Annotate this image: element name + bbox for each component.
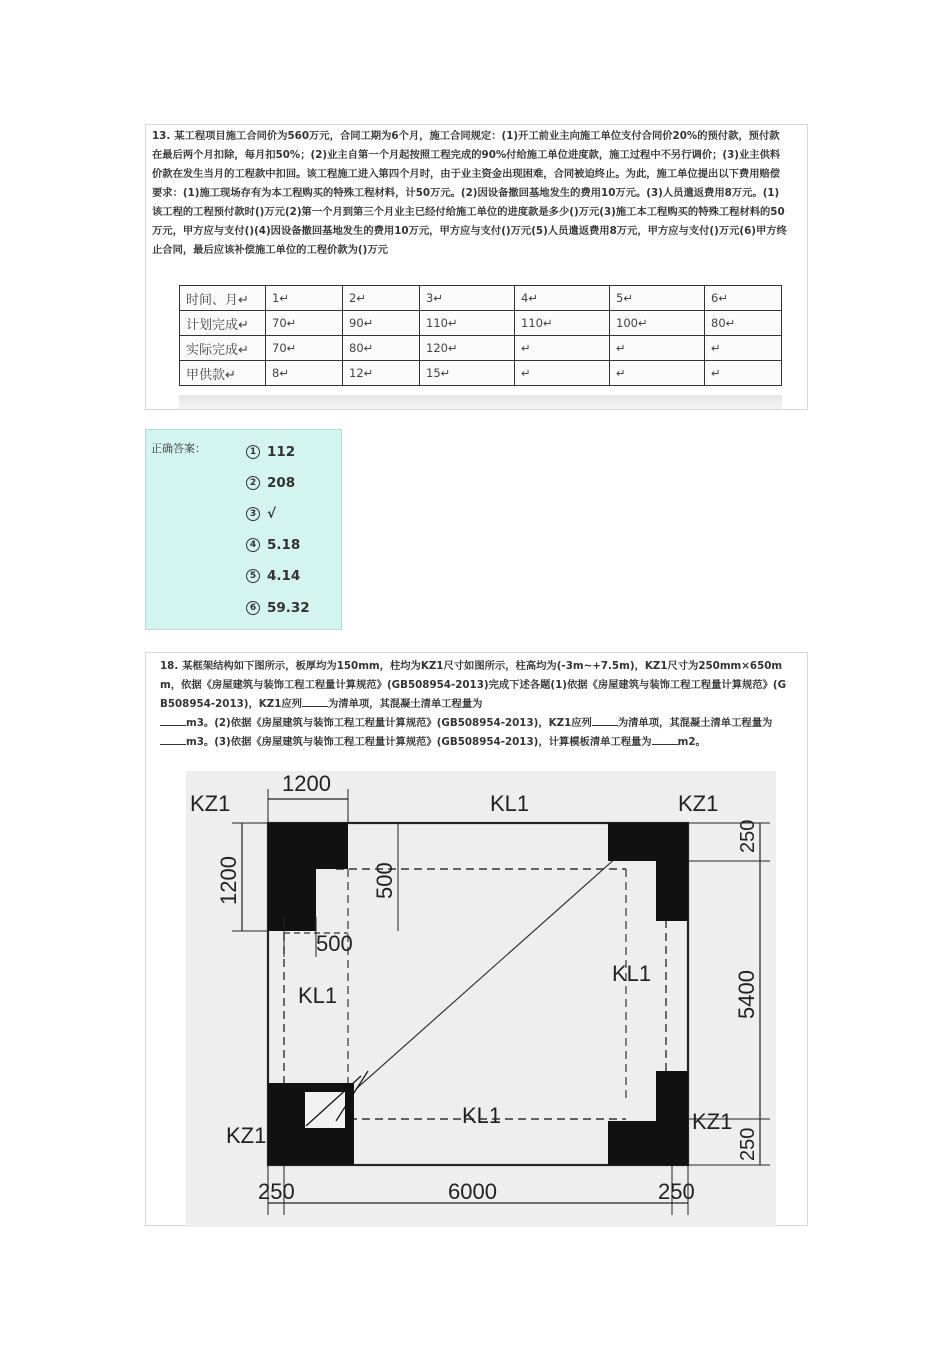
question-18-text bbox=[160, 657, 790, 752]
slab-diagonal bbox=[356, 833, 644, 1089]
dim-1200-left: 1200 bbox=[216, 856, 241, 905]
dim-250-bottom-left: 250 bbox=[258, 1179, 295, 1204]
dim-500-horizontal: 500 bbox=[316, 931, 353, 956]
table-cell: ↵ bbox=[705, 336, 782, 361]
question-13-card bbox=[145, 124, 808, 410]
table-cell: 90↵ bbox=[343, 311, 420, 336]
table-cell: ↵ bbox=[610, 361, 705, 386]
label-kl1-bottom: KL1 bbox=[462, 1103, 502, 1128]
question-body-a: 某框架结构如下图所示，板厚均为150mm，柱均为KZ1尺寸如图所示，柱高均为(-3m~+7.5m)，KZ1尺寸为250mm×650mm，依据《房屋建筑与装饰工程工程量计算规范》(GB508954-2013)完成下述各题(1)依据《房屋建筑与装饰工程工程量计算规范》(GB508954-2013)，KZ1应列 bbox=[160, 660, 787, 710]
circled-number-icon: 6 bbox=[246, 601, 260, 615]
answer-value: 112 bbox=[267, 443, 296, 460]
table-cell: 1↵ bbox=[266, 286, 343, 311]
table-cell: 6↵ bbox=[705, 286, 782, 311]
table-cell: 100↵ bbox=[610, 311, 705, 336]
label-kz1-top-left: KZ1 bbox=[190, 791, 231, 816]
column-kz1-top-right bbox=[608, 823, 688, 921]
answer-value: √ bbox=[267, 505, 277, 522]
frame-plan-drawing bbox=[186, 771, 776, 1227]
column-opening bbox=[304, 1091, 346, 1129]
answer-blank[interactable] bbox=[302, 696, 328, 707]
label-kl1-top: KL1 bbox=[490, 791, 530, 816]
label-kz1-bottom-left: KZ1 bbox=[226, 1123, 267, 1148]
table-cell: 110↵ bbox=[420, 311, 515, 336]
table-scan-shadow bbox=[179, 395, 782, 409]
answer-blank[interactable] bbox=[652, 734, 678, 745]
answer-value: 208 bbox=[267, 474, 296, 491]
circled-number-icon: 5 bbox=[246, 569, 260, 583]
dim-500-vertical: 500 bbox=[372, 862, 397, 899]
answer-value: 59.32 bbox=[267, 599, 310, 616]
label-kz1-bottom-right: KZ1 bbox=[692, 1109, 733, 1134]
table-cell: 110↵ bbox=[515, 311, 610, 336]
table-cell: 5↵ bbox=[610, 286, 705, 311]
question-body-f: m2。 bbox=[677, 736, 706, 748]
question-body-b: 为清单项，其混凝土清单工程量为 bbox=[327, 698, 483, 710]
schedule-table bbox=[179, 285, 782, 386]
answer-value: 4.14 bbox=[267, 568, 301, 585]
answer-item bbox=[246, 498, 310, 529]
label-kl1-left: KL1 bbox=[298, 983, 338, 1008]
table-cell: 3↵ bbox=[420, 286, 515, 311]
table-cell: 15↵ bbox=[420, 361, 515, 386]
table-cell: 80↵ bbox=[705, 311, 782, 336]
label-kl1-right: KL1 bbox=[612, 961, 652, 986]
answer-label: 正确答案： bbox=[151, 442, 206, 455]
table-row bbox=[180, 361, 782, 386]
table-cell: 70↵ bbox=[266, 311, 343, 336]
table-cell: ↵ bbox=[705, 361, 782, 386]
table-cell: 120↵ bbox=[420, 336, 515, 361]
table-cell: ↵ bbox=[610, 336, 705, 361]
table-cell: 8↵ bbox=[266, 361, 343, 386]
table-cell: 80↵ bbox=[343, 336, 420, 361]
question-body-d: 为清单项，其混凝土清单工程量为 bbox=[617, 717, 773, 729]
question-number: 13. bbox=[152, 130, 171, 142]
table-row-header: 计划完成↵ bbox=[180, 311, 266, 336]
dim-5400: 5400 bbox=[734, 970, 759, 1019]
answer-item bbox=[246, 530, 310, 561]
answer-value: 5.18 bbox=[267, 537, 301, 554]
answer-item bbox=[246, 467, 310, 498]
table-cell: ↵ bbox=[515, 361, 610, 386]
table-cell: 70↵ bbox=[266, 336, 343, 361]
question-body-e: m3。(3)依据《房屋建筑与装饰工程工程量计算规范》(GB508954-2013)，计算模板清单工程量为 bbox=[186, 736, 652, 748]
dim-1200-top: 1200 bbox=[282, 771, 331, 796]
answer-box bbox=[145, 429, 342, 630]
answer-blank[interactable] bbox=[160, 715, 186, 726]
table-row bbox=[180, 286, 782, 311]
circled-number-icon: 4 bbox=[246, 538, 260, 552]
question-13-text bbox=[152, 127, 788, 260]
dim-250-bottom: 250 bbox=[658, 1179, 695, 1204]
dim-250-top-right: 250 bbox=[737, 819, 759, 853]
circled-number-icon: 2 bbox=[246, 476, 260, 490]
question-18-card bbox=[145, 652, 808, 1226]
column-kz1-bottom-right bbox=[608, 1071, 688, 1165]
column-kz1-top-left bbox=[268, 823, 348, 931]
label-kz1-top-right: KZ1 bbox=[678, 791, 719, 816]
table-cell: 4↵ bbox=[515, 286, 610, 311]
answer-item bbox=[246, 561, 310, 592]
circled-number-icon: 3 bbox=[246, 507, 260, 521]
answer-item bbox=[246, 592, 310, 623]
question-number: 18. bbox=[160, 660, 179, 672]
table-row bbox=[180, 311, 782, 336]
answer-list bbox=[246, 436, 310, 623]
table-cell: ↵ bbox=[515, 336, 610, 361]
table-cell: 12↵ bbox=[343, 361, 420, 386]
answer-blank[interactable] bbox=[160, 734, 186, 745]
dim-250-bottom-right: 250 bbox=[737, 1127, 759, 1161]
table-row bbox=[180, 336, 782, 361]
table-row-header: 甲供款↵ bbox=[180, 361, 266, 386]
question-body-c: m3。(2)依据《房屋建筑与装饰工程工程量计算规范》(GB508954-2013)，KZ1应列 bbox=[186, 717, 592, 729]
table-row-header: 时间、月↵ bbox=[180, 286, 266, 311]
table-row-header: 实际完成↵ bbox=[180, 336, 266, 361]
dim-6000: 6000 bbox=[448, 1179, 497, 1204]
question-body: 某工程项目施工合同价为560万元，合同工期为6个月，施工合同规定：(1)开工前业主向施工单位支付合同价20%的预付款，预付款在最后两个月扣除，每月扣50%；(2)业主自第一个月起按照工程完成的90%付给施工单位进度款，施工过程中不另行调价；(3)业主供料价款在发生当月的工程款中扣回。该工程施工进入第四个月时，由于业主资金出现困难，合同被迫终止。为此，施工单位提出以下费用赔偿要求：(1)施工现场存有为本工程购买的特殊工程材料，计50万元。(2)因设备撤回基地发生的费用10万元。(3)人员遣返费用8万元。(1)该工程的工程预付款时()万元(2)第一个月到第三个月业主已经付给施工单位的进度款是多少()万元(3)施工本工程购买的特殊工程材料的50万元，甲方应与支付()(4)因设备撤回基地发生的费用10万元，甲方应与支付()万元(5)人员遣返费用8万元，甲方应与支付()万元(6)甲方终止合同，最后应该补偿施工单位的工程价款为()万元 bbox=[152, 130, 787, 256]
circled-number-icon: 1 bbox=[246, 445, 260, 459]
table-cell: 2↵ bbox=[343, 286, 420, 311]
answer-blank[interactable] bbox=[592, 715, 618, 726]
frame-plan-figure bbox=[186, 771, 776, 1227]
answer-item bbox=[246, 436, 310, 467]
